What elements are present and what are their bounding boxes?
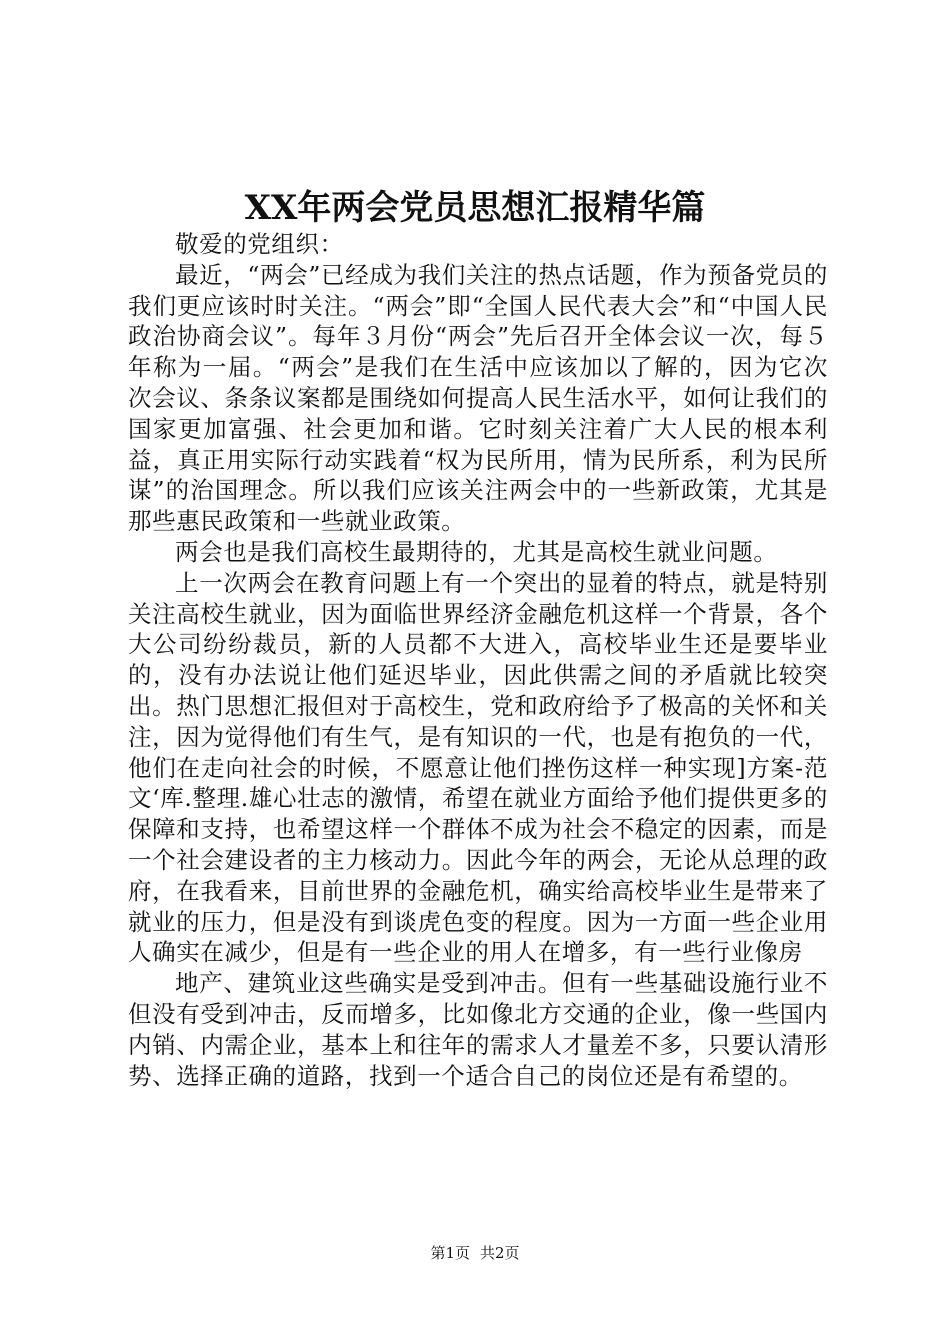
salutation: 敬爱的党组织：	[175, 230, 344, 258]
page-number: 第1页	[430, 1244, 470, 1262]
paragraph-4: 地产、建筑业这些确实是受到冲击。但有一些基础设施行业不但没有受到冲击，反而增多，比如像北方交通的企业，像一些国内内销、内需企业，基本上和往年的需求人才量差不多，只要认清形势、选择正确的道路，找到一个适合自己的岗位还是有希望的。	[128, 969, 828, 1090]
paragraph-2: 两会也是我们高校生最期待的，尤其是高校生就业问题。	[175, 537, 778, 566]
paragraph-1: 最近，“两会”已经成为我们关注的热点话题，作为预备党员的我们更应该时时关注。“两会”即“全国人民代表大会”和“中国人民政治协商会议”。每年３月份“两会”先后召开全体会议一次，每５年称为一届。“两会”是我们在生活中应该加以了解的，因为它次次会议、条条议案都是围绕如何提高人民生活水平，如何让我们的国家更加富强、社会更加和谐。它时刻关注着广大人民的根本利益，真正用实际行动实践着“权为民所用，情为民所系，利为民所谋”的治国理念。所以我们应该关注两会中的一些新政策，尤其是那些惠民政策和一些就业政策。	[128, 260, 828, 536]
document-title: XX年两会党员思想汇报精华篇	[244, 188, 706, 228]
page-total: 共2页	[480, 1244, 520, 1262]
document-body	[128, 229, 828, 1091]
page-footer	[0, 1243, 950, 1263]
paragraph-3: 上一次两会在教育问题上有一个突出的显着的特点，就是特别关注高校生就业，因为面临世界经济金融危机这样一个背景，各个大公司纷纷裁员，新的人员都不大进入，高校毕业生还是要毕业的，没有办法说让他们延迟毕业，因此供需之间的矛盾就比较突出。热门思想汇报但对于高校生，党和政府给予了极高的关怀和关注，因为觉得他们有生气，是有知识的一代，也是有抱负的一代，他们在走向社会的时候，不愿意让他们挫伤这样一种实现]方案-范文‘库.整理.雄心壮志的激情，希望在就业方面给予他们提供更多的保障和支持，也希望这样一个群体不成为社会不稳定的因素，而是一个社会建设者的主力核动力。因此今年的两会，无论从总理的政府，在我看来，目前世界的金融危机，确实给高校毕业生是带来了就业的压力，但是没有到谈虎色变的程度。因为一方面一些企业用人确实在减少，但是有一些企业的用人在增多，有一些行业像房	[128, 568, 828, 967]
